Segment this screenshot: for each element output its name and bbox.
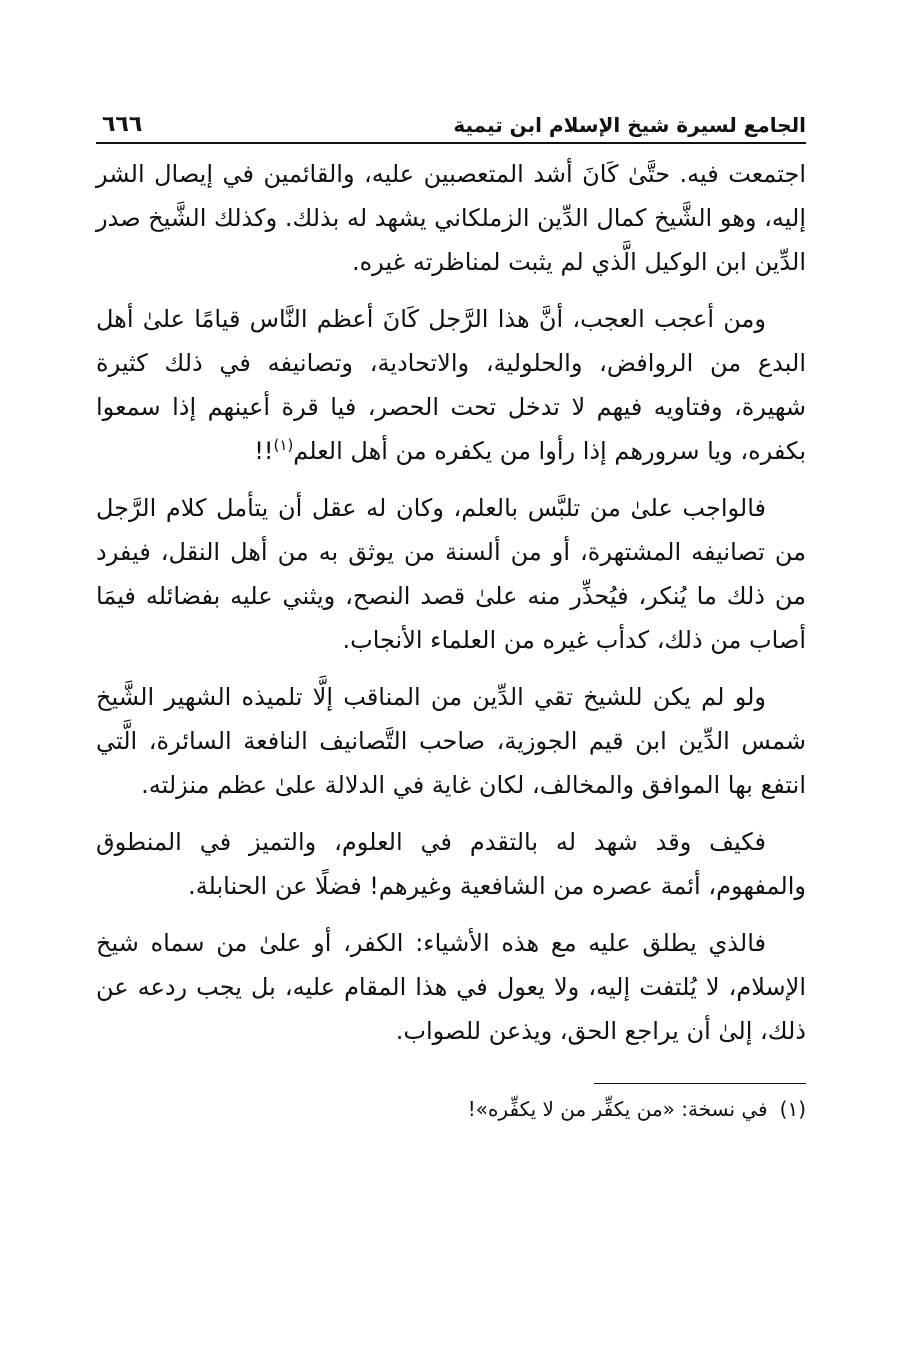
page-number: ٦٦٦	[102, 112, 143, 137]
paragraph-ending: !!	[254, 437, 274, 465]
footnote	[96, 1094, 806, 1124]
paragraph: فكيف وقد شهد له بالتقدم في العلوم، والتميز في المنطوق والمفهوم، أئمة عصره من الشافعية وغيرهم! فضلًا عن الحنابلة.	[96, 828, 806, 900]
footnote-marker: (١)	[779, 1097, 806, 1121]
footnote-divider	[594, 1083, 806, 1084]
document-page	[96, 100, 806, 1124]
paragraph-text: ومن أعجب العجب، أنَّ هذا الرَّجل كَانَ أعظم النَّاس قيامًا علىٰ أهل البدع من الروافض، والحلولية، والاتحادية، وتصانيفه في ذلك كثيرة شهيرة، وفتاويه فيهم لا تدخل تحت الحصر، فيا قرة أعينهم إذا سمعوا بكفره، ويا سرورهم إذا رأوا من يكفره من أهل العلم	[96, 305, 806, 465]
running-title: الجامع لسيرة شيخ الإسلام ابن تيمية	[453, 113, 806, 137]
paragraph: فالذي يطلق عليه مع هذه الأشياء: الكفر، أو علىٰ من سماه شيخ الإسلام، لا يُلتفت إليه، ولا يعول في هذا المقام عليه، بل يجب ردعه عن ذلك، إلىٰ أن يراجع الحق، ويذعن للصواب.	[96, 929, 806, 1045]
body-text	[96, 152, 806, 1053]
footnote-reference[interactable]: (١)	[273, 436, 294, 454]
running-header	[96, 100, 806, 144]
paragraph: ولو لم يكن للشيخ تقي الدِّين من المناقب إلَّا تلميذه الشهير الشَّيخ شمس الدِّين ابن قيم الجوزية، صاحب التَّصانيف النافعة السائرة، الَّتي انتفع بها الموافق والمخالف، لكان غاية في الدلالة علىٰ عظم منزلته.	[96, 683, 806, 799]
paragraph-with-footnote	[96, 297, 806, 473]
paragraph: اجتمعت فيه. حتَّىٰ كَانَ أشد المتعصبين عليه، والقائمين في إيصال الشر إليه، وهو الشَّيخ كمال الدِّين الزملكاني يشهد له بذلك. وكذلك الشَّيخ صدر الدِّين ابن الوكيل الَّذي لم يثبت لمناظرته غيره.	[96, 160, 806, 276]
paragraph: فالواجب علىٰ من تلبَّس بالعلم، وكان له عقل أن يتأمل كلام الرَّجل من تصانيفه المشتهرة، أو من ألسنة من يوثق به من أهل النقل، فيفرد من ذلك ما يُنكر، فيُحذِّر منه علىٰ قصد النصح، ويثني عليه بفضائله فيمَا أصاب من ذلك، كدأب غيره من العلماء الأنجاب.	[96, 494, 806, 654]
footnote-text: في نسخة: «من يكفِّر من لا يكفِّره»!	[467, 1097, 768, 1121]
